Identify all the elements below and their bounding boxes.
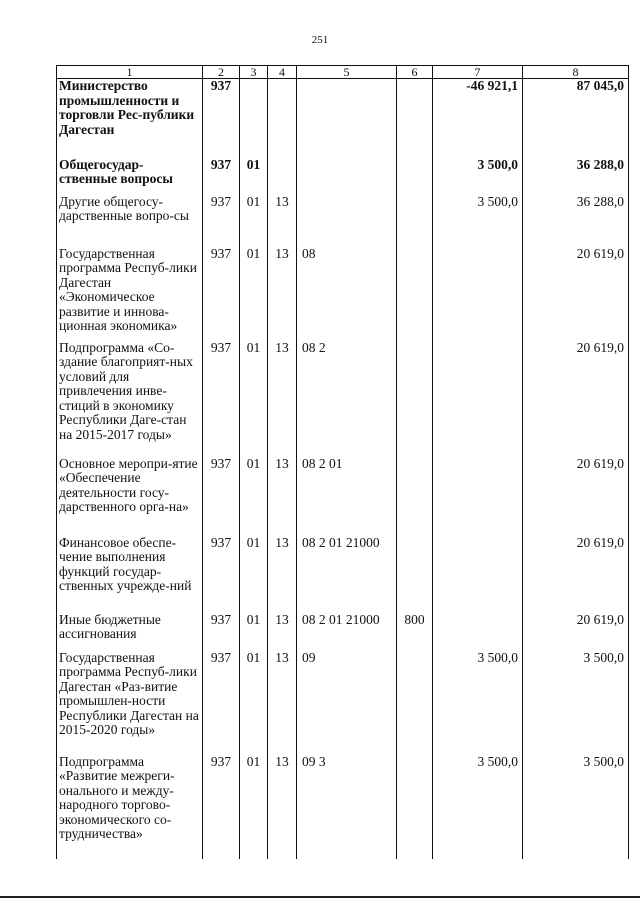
column-header: 4 xyxy=(268,66,297,79)
section-code-cell: 01 xyxy=(240,195,268,247)
chapter-code-cell: 937 xyxy=(203,613,240,651)
bottom-rule xyxy=(0,896,640,898)
amount-total-cell: 3 500,0 xyxy=(523,755,629,859)
section-code-cell xyxy=(240,79,268,158)
target-article-cell: 08 2 01 xyxy=(297,457,397,536)
section-code-cell: 01 xyxy=(240,651,268,755)
amount-change-cell: -46 921,1 xyxy=(433,79,523,158)
table-row xyxy=(57,651,629,755)
target-article-cell xyxy=(297,195,397,247)
table-row xyxy=(57,341,629,457)
row-name-cell: Основное меропри-ятие «Обеспечение деятельности госу-дарственного орга-на» xyxy=(57,457,203,536)
expense-type-cell xyxy=(397,247,433,341)
table-row xyxy=(57,158,629,195)
target-article-cell xyxy=(297,79,397,158)
subsection-code-cell xyxy=(268,158,297,195)
subsection-code-cell: 13 xyxy=(268,195,297,247)
section-code-cell: 01 xyxy=(240,341,268,457)
amount-total-cell: 3 500,0 xyxy=(523,651,629,755)
amount-total-cell: 20 619,0 xyxy=(523,536,629,613)
amount-change-cell xyxy=(433,457,523,536)
amount-total-cell: 87 045,0 xyxy=(523,79,629,158)
subsection-code-cell: 13 xyxy=(268,341,297,457)
target-article-cell: 09 xyxy=(297,651,397,755)
amount-total-cell: 36 288,0 xyxy=(523,158,629,195)
amount-change-cell xyxy=(433,613,523,651)
chapter-code-cell: 937 xyxy=(203,651,240,755)
chapter-code-cell: 937 xyxy=(203,158,240,195)
target-article-cell: 08 xyxy=(297,247,397,341)
target-article-cell xyxy=(297,158,397,195)
table-row xyxy=(57,613,629,651)
section-code-cell: 01 xyxy=(240,457,268,536)
expense-type-cell xyxy=(397,457,433,536)
row-name-cell: Министерство промышленности и торговли Рес-публики Дагестан xyxy=(57,79,203,158)
chapter-code-cell: 937 xyxy=(203,195,240,247)
amount-change-cell: 3 500,0 xyxy=(433,755,523,859)
row-name-cell: Другие общегосу-дарственные вопро-сы xyxy=(57,195,203,247)
row-name-cell: Государственная программа Респуб-лики Дагестан «Раз-витие промышлен-ности Республики Дагестан на 2015-2020 годы» xyxy=(57,651,203,755)
expense-type-cell xyxy=(397,158,433,195)
row-name-cell: Финансовое обеспе-чение выполнения функций государ-ственных учрежде-ний xyxy=(57,536,203,613)
expense-type-cell xyxy=(397,341,433,457)
subsection-code-cell: 13 xyxy=(268,536,297,613)
page-number: 251 xyxy=(311,34,329,46)
row-name-cell: Иные бюджетные ассигнования xyxy=(57,613,203,651)
expense-type-cell xyxy=(397,79,433,158)
chapter-code-cell: 937 xyxy=(203,536,240,613)
amount-total-cell: 20 619,0 xyxy=(523,457,629,536)
column-header: 7 xyxy=(433,66,523,79)
expense-type-cell xyxy=(397,195,433,247)
expense-type-cell xyxy=(397,755,433,859)
subsection-code-cell: 13 xyxy=(268,755,297,859)
row-name-cell: Подпрограмма «Развитие межреги-онального и между-народного торгово-экономического со-трудничества» xyxy=(57,755,203,859)
amount-change-cell: 3 500,0 xyxy=(433,651,523,755)
column-header: 1 xyxy=(57,66,203,79)
expense-type-cell xyxy=(397,536,433,613)
section-code-cell: 01 xyxy=(240,755,268,859)
row-name-cell: Государственная программа Респуб-лики Дагестан «Экономическое развитие и иннова-ционная экономика» xyxy=(57,247,203,341)
amount-total-cell: 36 288,0 xyxy=(523,195,629,247)
subsection-code-cell: 13 xyxy=(268,651,297,755)
section-code-cell: 01 xyxy=(240,247,268,341)
target-article-cell: 09 3 xyxy=(297,755,397,859)
column-header: 2 xyxy=(203,66,240,79)
row-name-cell: Общегосудар-ственные вопросы xyxy=(57,158,203,195)
expense-type-cell: 800 xyxy=(397,613,433,651)
table-row xyxy=(57,247,629,341)
amount-change-cell xyxy=(433,247,523,341)
amount-change-cell: 3 500,0 xyxy=(433,158,523,195)
table-row xyxy=(57,536,629,613)
row-name-cell: Подпрограмма «Со-здание благоприят-ных условий для привлечения инве-стиций в экономику Республики Даге-стан на 2015-2017 годы» xyxy=(57,341,203,457)
table-row xyxy=(57,457,629,536)
subsection-code-cell: 13 xyxy=(268,457,297,536)
amount-change-cell xyxy=(433,341,523,457)
table-row xyxy=(57,79,629,158)
amount-total-cell: 20 619,0 xyxy=(523,613,629,651)
chapter-code-cell: 937 xyxy=(203,341,240,457)
chapter-code-cell: 937 xyxy=(203,79,240,158)
amount-change-cell: 3 500,0 xyxy=(433,195,523,247)
amount-total-cell: 20 619,0 xyxy=(523,341,629,457)
budget-table xyxy=(56,65,629,859)
column-header: 5 xyxy=(297,66,397,79)
amount-total-cell: 20 619,0 xyxy=(523,247,629,341)
column-header: 3 xyxy=(240,66,268,79)
target-article-cell: 08 2 01 21000 xyxy=(297,613,397,651)
expense-type-cell xyxy=(397,651,433,755)
table-row xyxy=(57,755,629,859)
subsection-code-cell: 13 xyxy=(268,613,297,651)
chapter-code-cell: 937 xyxy=(203,247,240,341)
section-code-cell: 01 xyxy=(240,158,268,195)
section-code-cell: 01 xyxy=(240,613,268,651)
chapter-code-cell: 937 xyxy=(203,755,240,859)
subsection-code-cell: 13 xyxy=(268,247,297,341)
column-number-header xyxy=(57,66,629,79)
chapter-code-cell: 937 xyxy=(203,457,240,536)
column-header: 8 xyxy=(523,66,629,79)
amount-change-cell xyxy=(433,536,523,613)
target-article-cell: 08 2 xyxy=(297,341,397,457)
column-header: 6 xyxy=(397,66,433,79)
subsection-code-cell xyxy=(268,79,297,158)
table-row xyxy=(57,195,629,247)
section-code-cell: 01 xyxy=(240,536,268,613)
target-article-cell: 08 2 01 21000 xyxy=(297,536,397,613)
